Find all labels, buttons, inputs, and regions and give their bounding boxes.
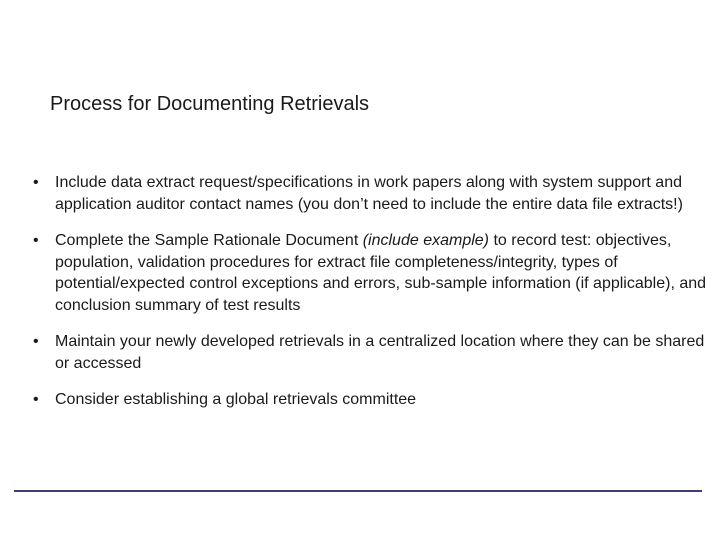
bullet-item-4: [33, 389, 713, 411]
bullet-text: Maintain your newly developed retrievals in a centralized location where they can be shared or accessed: [55, 333, 705, 372]
bullet-icon: •: [33, 174, 39, 191]
bullet-icon: •: [33, 232, 39, 249]
bullet-item-2: [33, 230, 713, 316]
bullet-item-3: [33, 331, 713, 374]
bullet-icon: •: [33, 391, 39, 408]
slide-title: Process for Documenting Retrievals: [50, 93, 370, 115]
bullet-item-1: [33, 172, 713, 215]
bullet-text-end: to record test: objectives, population, validation procedures for extract file completeness/integrity, types of potential/expected control exceptions and errors, sub-sample information (if applicable), and conclusion summary of test results: [55, 232, 707, 314]
bullet-text: Consider establishing a global retrievals committee: [55, 391, 417, 408]
bullet-list: [33, 172, 713, 426]
bottom-divider: [14, 490, 702, 492]
bullet-text: [55, 232, 706, 314]
bullet-text-emphasis: (include example): [362, 232, 489, 249]
bullet-text-start: Complete the Sample Rationale Document: [55, 232, 363, 249]
bullet-icon: •: [33, 333, 39, 350]
bullet-text: Include data extract request/specifications in work papers along with system support and application auditor contact names (you don’t need to include the entire data file extracts!): [55, 174, 683, 213]
